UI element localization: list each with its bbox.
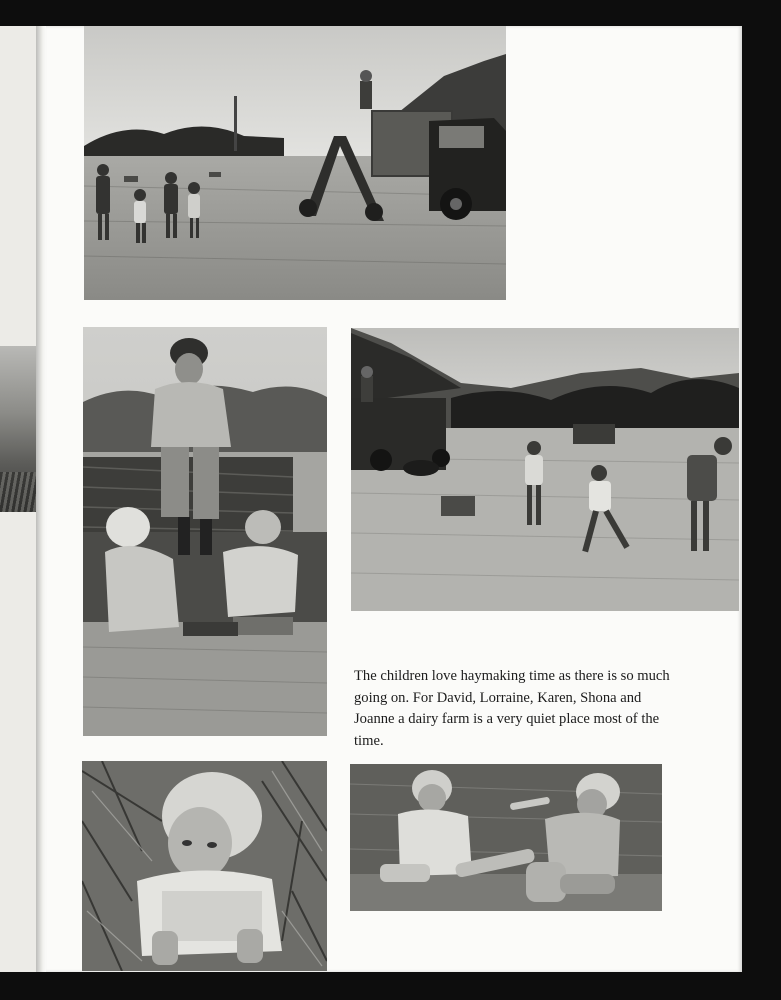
photo-caption: The children love haymaking time as there is so much going on. For David, Lorraine, Karen, Shona and Joanne a dairy farm is a very quiet place most of the time. xyxy=(354,668,670,749)
previous-page-photo-fragment xyxy=(0,346,36,512)
photo-children-running-in-hayfield xyxy=(351,328,739,611)
photo-toddler-in-hay xyxy=(82,761,327,971)
photo-hay-truck-loading xyxy=(84,26,506,300)
photo-two-children-in-grass xyxy=(350,764,662,911)
previous-page-edge xyxy=(0,26,36,972)
photo-children-on-hay-bales xyxy=(83,327,327,736)
book-gutter xyxy=(36,26,46,972)
